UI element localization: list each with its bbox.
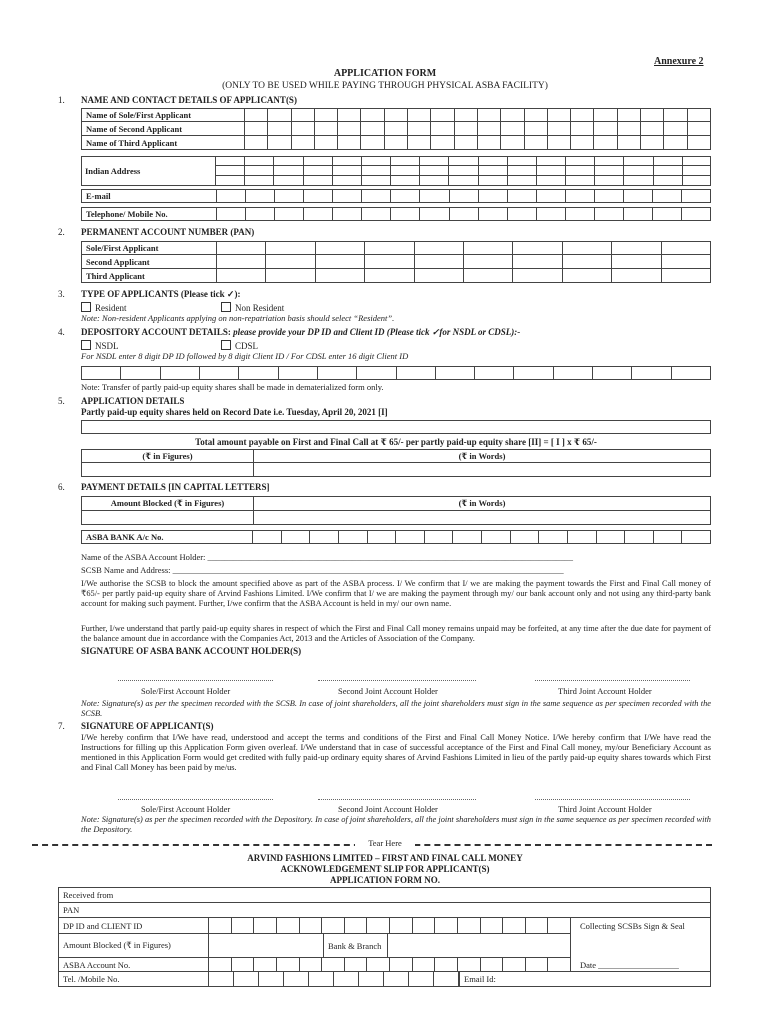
total-amount-header-row: [81, 449, 711, 463]
name-first-applicant-label: Name of Sole/First Applicant: [82, 109, 245, 121]
section-3-title: TYPE OF APPLICANTS (Please tick ✓):: [81, 289, 241, 299]
slip-title-1: ARVIND FASHIONS LIMITED – FIRST AND FINAL CALL MONEY: [247, 853, 523, 863]
slip-collecting-label: Collecting SCSBs Sign & Seal: [580, 921, 685, 931]
slip-received-from-row[interactable]: [58, 887, 711, 903]
slip-amount-label: Amount Blocked (₹ in Figures): [59, 934, 209, 957]
asba-sig-label-2: Second Joint Account Holder: [338, 686, 438, 696]
slip-received-from-label: Received from: [63, 890, 114, 900]
slip-title-2: ACKNOWLEDGEMENT SLIP FOR APPLICANT(S): [280, 864, 490, 874]
name-second-applicant-label: Name of Second Applicant: [82, 122, 245, 135]
applicant-sig-label-2: Second Joint Account Holder: [338, 804, 438, 814]
payment-words-input[interactable]: [254, 511, 710, 524]
applicant-sig-line-3[interactable]: [535, 799, 690, 800]
asba-signature-title: SIGNATURE OF ASBA BANK ACCOUNT HOLDER(S): [81, 646, 302, 656]
section-3-note: Note: Non-resident Applicants applying on non-repatriation basis should select “Resident”.: [81, 313, 395, 323]
slip-amount-row[interactable]: [58, 934, 571, 958]
applicant-signature-note: Note: Signature(s) as per the specimen recorded with the Depository. In case of joint shareholders, all the joint shareholders must sign in the same sequence as per specimen recorded with the Depository.: [81, 815, 711, 834]
slip-asba-ac-label: ASBA Account No.: [59, 958, 209, 971]
payment-input-row[interactable]: [81, 511, 711, 525]
pan-second-row[interactable]: [81, 255, 711, 269]
indian-address-line-3[interactable]: [216, 176, 711, 186]
slip-dp-client-label: DP ID and CLIENT ID: [59, 918, 209, 933]
slip-bank-branch-label: [324, 934, 388, 957]
name-third-applicant-label: Name of Third Applicant: [82, 136, 245, 149]
name-second-applicant-row[interactable]: [81, 122, 711, 136]
asba-holder-field[interactable]: Name of the ASBA Account Holder: ______________________________________________________________________________________: [81, 552, 574, 562]
total-amount-input-row[interactable]: [81, 463, 711, 477]
slip-tel-label: Tel. /Mobile No.: [59, 972, 209, 986]
asba-signature-note: Note: Signature(s) as per the specimen recorded with the SCSB. In case of joint shareholders, all the joint shareholders must sign in the same sequence as per specimen recorded with the SCSB.: [81, 699, 711, 718]
tear-here-label: Tear Here: [355, 838, 415, 849]
form-subtitle: (ONLY TO BE USED WHILE PAYING THROUGH PHYSICAL ASBA FACILITY): [222, 81, 548, 91]
slip-bank-branch-text: Bank & Branch: [328, 940, 382, 951]
section-4-title: [81, 327, 520, 338]
section-5-subtitle: Partly paid-up equity shares held on Record Date i.e. Tuesday, April 20, 2021 [I]: [81, 407, 388, 417]
pan-first-label: Sole/First Applicant: [82, 242, 217, 254]
non-resident-label: Non Resident: [235, 303, 285, 313]
telephone-row[interactable]: [81, 207, 711, 221]
telephone-label: Telephone/ Mobile No.: [82, 208, 217, 220]
payment-header-row: [81, 496, 711, 511]
asba-bank-ac-label: ASBA BANK A/c No.: [82, 531, 253, 543]
applicant-declaration: I/We hereby confirm that I/We have read, understood and accept the terms and conditions of the First and Final Call Money Notice. I/We hereby confirm that I/We have read the Instructions for filling up this Application Form given overleaf. I/We understand that in case of successful acceptance of the First and Final Call money, my/our Beneficiary Account as mentioned in this Application Form would get credited with fully paid-up ordinary equity shares of Arvind Fashions Limited in lieu of the partly paid-up equity shares towards which First and Final Call Money has been paid by me/us.: [81, 733, 711, 772]
total-amount-line: Total amount payable on First and Final Call at ₹ 65/- per partly paid-up equity share [II] = [ I ] x ₹ 65/-: [195, 437, 597, 447]
slip-pan-row[interactable]: [58, 903, 711, 918]
resident-label: Resident: [95, 303, 127, 313]
non-resident-checkbox[interactable]: [221, 302, 231, 312]
asba-sig-line-3[interactable]: [535, 680, 690, 681]
pan-second-label: Second Applicant: [82, 255, 217, 268]
forfeiture-paragraph: Further, I/we understand that partly paid-up equity shares in respect of which the First and Final Call money remains unpaid may be forfeited, at any time after the due date for payment of the balance amount due in accordance with the Companies Act, 2013 and the Articles of Association of the Company.: [81, 624, 711, 643]
section-7-number: 7.: [58, 721, 65, 731]
shares-held-input[interactable]: [81, 420, 711, 434]
section-7-title: SIGNATURE OF APPLICANT(S): [81, 721, 214, 731]
amount-blocked-label: Amount Blocked (₹ in Figures): [82, 497, 254, 510]
authorisation-paragraph: I/We authorise the SCSB to block the amount specified above as part of the ASBA process. I/ We confirm that I/ we are making the payment towards the First and Final Call money of ₹65/- per partly paid-up equity share of Arvind Fashions Limited. I/We confirm that I/ we are making the payment through my/ our bank account only and not using any third-party bank account for making such payment. Further, I/we confirm that the ASBA Account is held in my/ our own name.: [81, 579, 711, 608]
asba-sig-line-2[interactable]: [318, 680, 476, 681]
asba-sig-line-1[interactable]: [118, 680, 273, 681]
slip-title-3: APPLICATION FORM NO.: [329, 875, 441, 885]
annexure-label: Annexure 2: [654, 56, 704, 67]
section-5-title: APPLICATION DETAILS: [81, 396, 185, 406]
applicant-sig-label-3: Third Joint Account Holder: [558, 804, 652, 814]
resident-checkbox[interactable]: [81, 302, 91, 312]
slip-dp-client-row[interactable]: [58, 918, 571, 934]
scsb-name-field[interactable]: SCSB Name and Address: ____________________________________________________________________________________________: [81, 565, 564, 575]
demat-note: Note: Transfer of partly paid-up equity shares shall be made in dematerialized form only.: [81, 382, 384, 392]
section-4-number: 4.: [58, 327, 65, 337]
applicant-sig-line-1[interactable]: [118, 799, 273, 800]
depository-hint: For NSDL enter 8 digit DP ID followed by 8 digit Client ID / For CDSL enter 16 digit Client ID: [81, 351, 409, 361]
name-first-applicant-row[interactable]: [81, 108, 711, 122]
indian-address-line-2[interactable]: [216, 166, 711, 176]
total-figures-input[interactable]: [82, 463, 254, 476]
section-4-title-italic: please provide your DP ID and Client ID (Please tick ✓for NSDL or CDSL):-: [233, 327, 521, 337]
applicant-sig-line-2[interactable]: [318, 799, 476, 800]
slip-tel-row[interactable]: [58, 972, 711, 987]
total-words-label: (₹ in Words): [458, 451, 506, 461]
email-label: E-mail: [82, 190, 217, 202]
asba-sig-label-1: Sole/First Account Holder: [141, 686, 231, 696]
section-1-number: 1.: [58, 95, 65, 105]
cdsl-label: CDSL: [235, 341, 259, 351]
payment-words-label: (₹ in Words): [458, 498, 506, 508]
section-6-title: PAYMENT DETAILS [IN CAPITAL LETTERS]: [81, 482, 270, 492]
slip-date-field[interactable]: Date ___________________: [580, 960, 679, 970]
section-2-number: 2.: [58, 227, 65, 237]
section-5-number: 5.: [58, 396, 65, 406]
asba-sig-label-3: Third Joint Account Holder: [558, 686, 652, 696]
asba-bank-ac-row[interactable]: [81, 530, 711, 544]
section-4-title-bold: DEPOSITORY ACCOUNT DETAILS:: [81, 327, 231, 337]
section-6-number: 6.: [58, 482, 65, 492]
nsdl-label: NSDL: [95, 341, 119, 351]
pan-third-label: Third Applicant: [82, 269, 217, 282]
indian-address-line-1[interactable]: [216, 156, 711, 166]
email-row[interactable]: [81, 189, 711, 203]
slip-asba-ac-row[interactable]: [58, 958, 571, 972]
applicant-sig-label-1: Sole/First Account Holder: [141, 804, 231, 814]
slip-pan-label: PAN: [63, 905, 80, 915]
pan-first-row[interactable]: [81, 241, 711, 255]
slip-bank-branch-input[interactable]: [388, 934, 570, 957]
pan-third-row[interactable]: [81, 269, 711, 283]
amount-blocked-input[interactable]: [82, 511, 254, 524]
total-words-input[interactable]: [254, 463, 710, 476]
indian-address-label: [81, 156, 216, 186]
indian-address-text: Indian Address: [85, 166, 141, 176]
dp-client-id-input[interactable]: [81, 366, 711, 380]
name-third-applicant-row[interactable]: [81, 136, 711, 150]
section-3-number: 3.: [58, 289, 65, 299]
section-2-title: PERMANENT ACCOUNT NUMBER (PAN): [81, 227, 255, 237]
slip-email-label: Email Id:: [459, 972, 710, 986]
slip-amount-input[interactable]: [209, 934, 324, 957]
nsdl-checkbox[interactable]: [81, 340, 91, 350]
cdsl-checkbox[interactable]: [221, 340, 231, 350]
section-1-title: NAME AND CONTACT DETAILS OF APPLICANT(S): [81, 95, 297, 105]
total-figures-label: (₹ in Figures): [82, 450, 254, 462]
form-title: APPLICATION FORM: [333, 68, 437, 79]
